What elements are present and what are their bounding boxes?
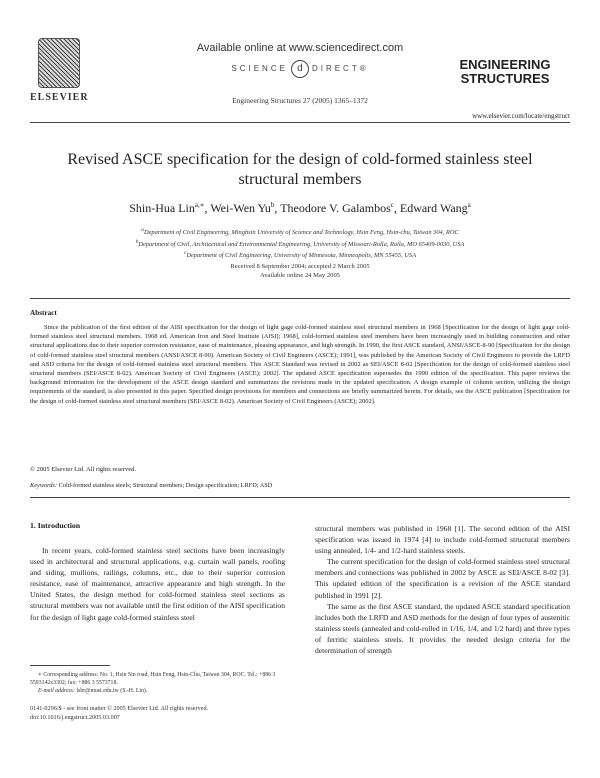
affil-a-sup: a	[141, 227, 144, 233]
keywords	[30, 482, 570, 489]
available-online-banner[interactable]: Available online at www.sciencedirect.com	[196, 42, 404, 54]
sd-suffix: ®	[359, 64, 369, 74]
section-heading-introduction: 1. Introduction	[30, 521, 81, 530]
journal-logo-line1: ENGINEERING	[459, 57, 551, 72]
available-date: Available online 24 May 2005	[259, 272, 341, 279]
right-column	[315, 523, 570, 656]
author-2[interactable]: , Wei-Wen Yu	[204, 201, 271, 215]
journal-url-link[interactable]: www.elsevier.com/locate/engstruct	[472, 112, 570, 120]
article-title: Revised ASCE specification for the design of cold-formed stainless steel structural members	[67, 151, 533, 188]
email-label: E-mail address:	[38, 688, 75, 694]
abstract-text: Since the publication of the first edition of the AISI specification for the design of light gage cold-formed stainless steel structural members in 1968 [Specification for the design of light gage cold-formed stainless steel structural members. 1968 ed. American Iron and Steel Institute (AISI); 1968], cold-formed stainless steel members have been increasingly used in building construction and other structural applications due to their superior corrosion resistance, ease of maintenance, pleasing appearance, and high strength. In 1990, the first ASCE standard, ANSI/ASCE-8-90 [Specification for the design of cold-formed stainless steel structural members (ANSI/ASCE 8-90). American Society of Civil Engineers (ASCE); 1991], was published by the American Society of Civil Engineers to provide the LRFD and ASD criteria for the design of cold-formed stainless steel structural members. This ASCE Standard was revised in 2002 as SEI/ASCE 8-02 [Specification for the design of cold-formed stainless steel structural members (SEI/ASCE 8-02). American Society of Civil Engineers (ASCE); 2002]. The updated ASCE specification supersedes the 1990 edition of the specification. This paper reviews the background information for the development of the ASCE design standard and summarizes the revisions made in the updated specification. A design example of column section, utilizing the design requirements of the standard, is also presented in this paper. Specified design provisions for members and connections are briefly summarized herein. For details, see the ASCE publication [Specification for the design of cold-formed stainless steel structural members (SEI/ASCE 8-02). American Society of Civil Engineers (ASCE); 2002].	[30, 324, 570, 405]
right-paragraph-1: structural members was published in 1968 [1]. The second edition of the AISI specification was issued in 1974 [4] to include cold-formed structural members using annealed, 1/4- and 1/2-hard stainless steels.	[315, 524, 570, 556]
affil-b-sup: b	[135, 238, 139, 245]
sd-right: DIRECT	[311, 64, 360, 74]
right-paragraph-3: The same as the first ASCE standard, the updated ASCE standard specification includes both the LRFD and ASD methods for the design of four types of austenitic stainless steels (annealed and cold-rolled in 1/16, 1/4, and 1/2 hard) and three types of ferritic stainless steels. It provides the needed design criteria for the determination of strength	[315, 601, 570, 656]
affil-a-text: Department of Civil Engineering, Minghsin University of Science and Technology, Hsin Feng, Hsin-chu, Taiwan 304, ROC	[143, 229, 459, 237]
author-4[interactable]: , Edward Wang	[393, 201, 468, 215]
abstract-divider	[30, 497, 570, 498]
received-date: Received 8 September 2004; accepted 2 March 2005	[230, 263, 370, 270]
affiliation-c	[40, 249, 560, 261]
author-3[interactable]: , Theodore V. Galambos	[274, 201, 391, 215]
issn-doi	[30, 705, 330, 722]
author-1[interactable]: Shin-Hua Lin	[129, 201, 195, 215]
sd-left: SCIENCE	[231, 64, 288, 74]
corresponding-author-footnote	[30, 671, 285, 695]
sd-mark-icon: d	[291, 60, 309, 78]
header-divider	[30, 122, 570, 123]
footnote-email	[30, 687, 285, 695]
right-paragraph-2: The current specification for the design of cold-formed stainless steel structural members and connections was published in 2002 by ASCE as SEI/ASCE 8-02 [3]. This updated edition of the specification is a revision of the ASCE standard published in 1991 [2].	[315, 557, 570, 600]
affiliations	[40, 226, 560, 261]
abstract-heading: Abstract	[30, 309, 57, 317]
affil-c-sup: c	[183, 250, 187, 257]
keywords-label: Keywords:	[30, 482, 58, 489]
keywords-list: Cold-formed stainless steels; Structural members; Design specification; LRFD; ASD	[58, 482, 273, 489]
affil-c-text: Department of Civil Engineering, University of Minnesota, Minneapolis, MN 55455, USA	[186, 252, 417, 260]
left-column-paragraph: In recent years, cold-formed stainless steel sections have been increasingly used in architectural and structural applications, e.g. curtain wall panels, roofing and siding, mullions, railings, columns, etc., due to their superior corrosion resistance, ease of maintenance, attractive appearance and high strength. In the United States, the design method for cold-formed stainless steel sections as structural members was not available until the first edition of the AISI specification for the design of light gage cold-formed stainless steel	[30, 546, 285, 622]
author-1-sup: a,∗	[194, 201, 205, 209]
author-4-sup: a	[467, 201, 471, 209]
publisher-name: ELSEVIER	[30, 92, 89, 103]
author-2-sup: b	[270, 201, 275, 209]
journal-reference: Engineering Structures 27 (2005) 1365–1372	[232, 96, 368, 105]
author-3-sup: c	[390, 201, 394, 209]
footnote-address: ∗ Corresponding address: No. 1, Hsin Sin road, Hsin Feng, Hsin-Chu, Taiwan 304, ROC. Tel.: +886 3 5593142x3302; fax: +886 3 5573718.	[30, 672, 276, 686]
elsevier-logo	[30, 38, 89, 116]
affiliation-a	[40, 226, 560, 238]
author-list	[40, 201, 560, 216]
footnote-rule	[30, 665, 110, 666]
journal-logo	[440, 58, 570, 86]
abstract-copyright: © 2005 Elsevier Ltd. All rights reserved.	[30, 466, 137, 473]
elsevier-tree-icon	[38, 38, 80, 88]
title-divider	[30, 298, 570, 299]
journal-logo-line2: STRUCTURES	[460, 71, 550, 86]
affiliation-b	[40, 238, 560, 250]
affil-b-text: Department of Civil, Architectural and Environmental Engineering, University of Missouri-Rolla, Rolla, MO 65409-0030, USA	[138, 240, 465, 248]
email-address-link[interactable]: lshr@must.edu.tw (S.-H. Lin).	[76, 688, 148, 694]
issn-line: 0141-0296/$ - see front matter © 2005 Elsevier Ltd. All rights reserved.	[30, 705, 209, 712]
doi-link[interactable]: doi:10.1016/j.engstruct.2005.03.007	[30, 713, 120, 721]
article-dates	[40, 262, 560, 280]
sciencedirect-logo	[200, 60, 400, 80]
